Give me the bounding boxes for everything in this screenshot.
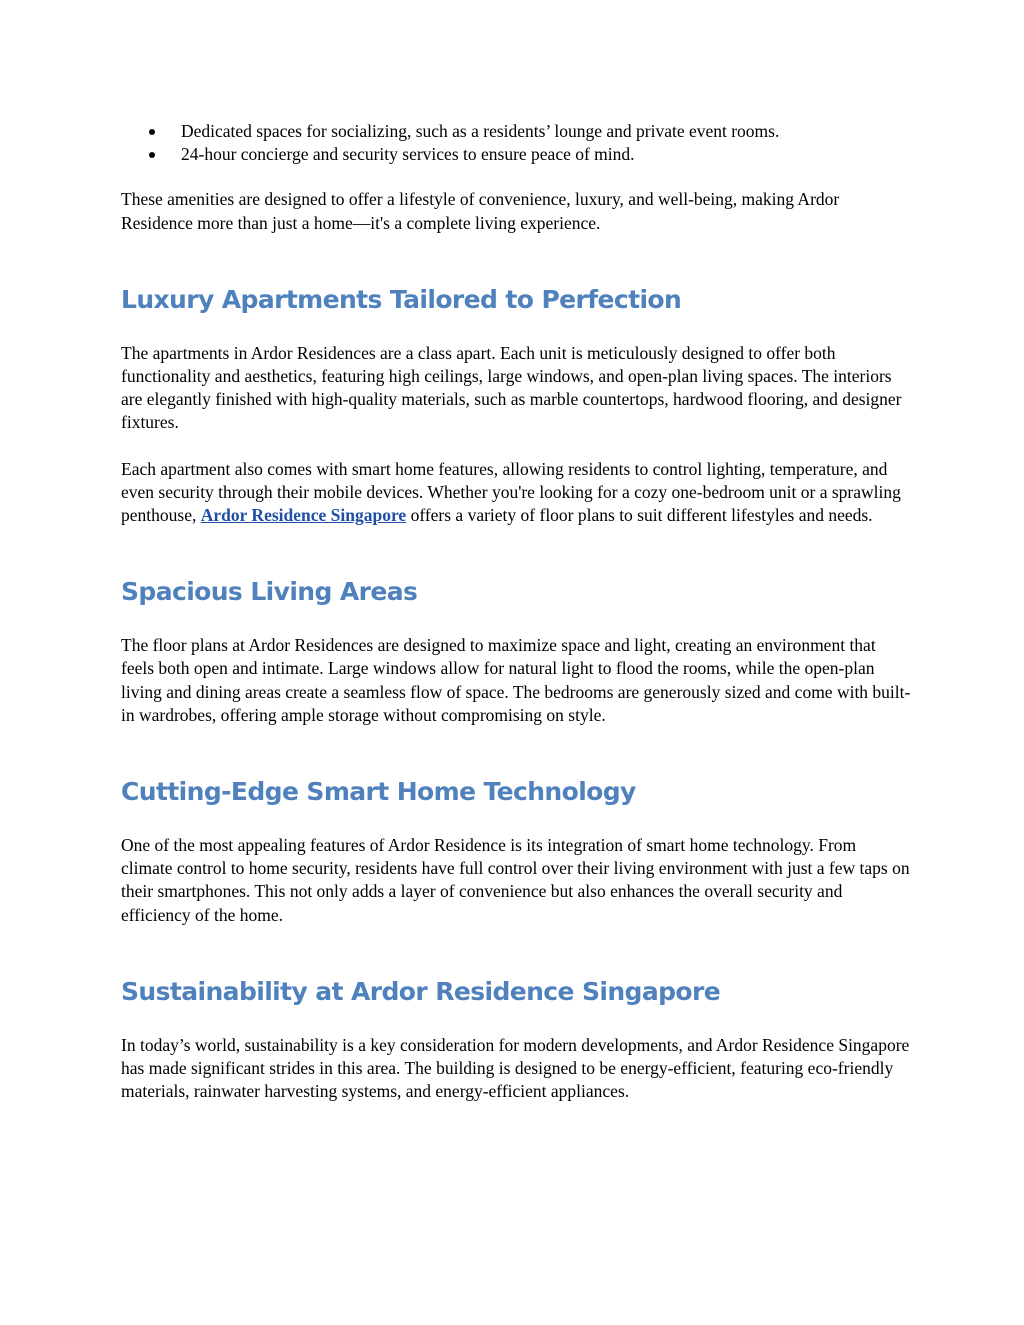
- list-item: [121, 143, 911, 166]
- list-item-text: 24-hour concierge and security services to ensure peace of mind.: [181, 144, 635, 165]
- bullet-icon: [149, 129, 155, 135]
- paragraph: The apartments in Ardor Residences are a class apart. Each unit is meticulously designed to offer both functionality and aesthetics, featuring high ceilings, large windows, and open-plan living spaces. The interiors are elegantly finished with high-quality materials, such as marble countertops, hardwood flooring, and designer fixtures.: [121, 342, 902, 433]
- section-heading-luxury-apartments: Luxury Apartments Tailored to Perfection: [121, 284, 682, 314]
- amenities-bullet-list: [121, 120, 911, 166]
- ardor-residence-link[interactable]: Ardor Residence Singapore: [200, 505, 407, 526]
- paragraph-text: Each apartment also comes with smart home features, allowing residents to control lighting, temperature, and even security through their mobile devices. Whether you're looking for a cozy one-bedroom unit or a sprawling penthouse,: [121, 458, 901, 526]
- list-item-text: Dedicated spaces for socializing, such as a residents’ lounge and private event rooms.: [181, 121, 780, 141]
- paragraph-with-link: [121, 458, 911, 528]
- paragraph-text: offers a variety of floor plans to suit different lifestyles and needs.: [406, 505, 873, 526]
- paragraph: The floor plans at Ardor Residences are designed to maximize space and light, creating an environment that feels both open and intimate. Large windows allow for natural light to flood the rooms, while the open-plan living and dining areas create a seamless flow of space. The bedrooms are generously sized and come with built-in wardrobes, offering ample storage without compromising on style.: [121, 635, 911, 725]
- section-heading-spacious-living: Spacious Living Areas: [121, 577, 418, 607]
- paragraph: In today’s world, sustainability is a key consideration for modern developments, and Ardor Residence Singapore has made significant strides in this area. The building is designed to be energy-efficient, featuring eco-friendly materials, rainwater harvesting systems, and energy-efficient appliances.: [121, 1034, 910, 1102]
- document-body: [121, 120, 911, 1103]
- section-heading-sustainability: Sustainability at Ardor Residence Singapore: [121, 976, 721, 1006]
- list-item: [121, 120, 911, 143]
- amenities-summary-paragraph: These amenities are designed to offer a lifestyle of convenience, luxury, and well-being, making Ardor Residence more than just a home—it's a complete living experience.: [121, 189, 840, 233]
- bullet-icon: [149, 152, 155, 158]
- section-heading-smart-home: Cutting-Edge Smart Home Technology: [121, 777, 636, 807]
- paragraph: One of the most appealing features of Ardor Residence is its integration of smart home technology. From climate control to home security, residents have full control over their living environment with just a few taps on their smartphones. This not only adds a layer of convenience but also enhances the overall security and efficiency of the home.: [121, 835, 910, 925]
